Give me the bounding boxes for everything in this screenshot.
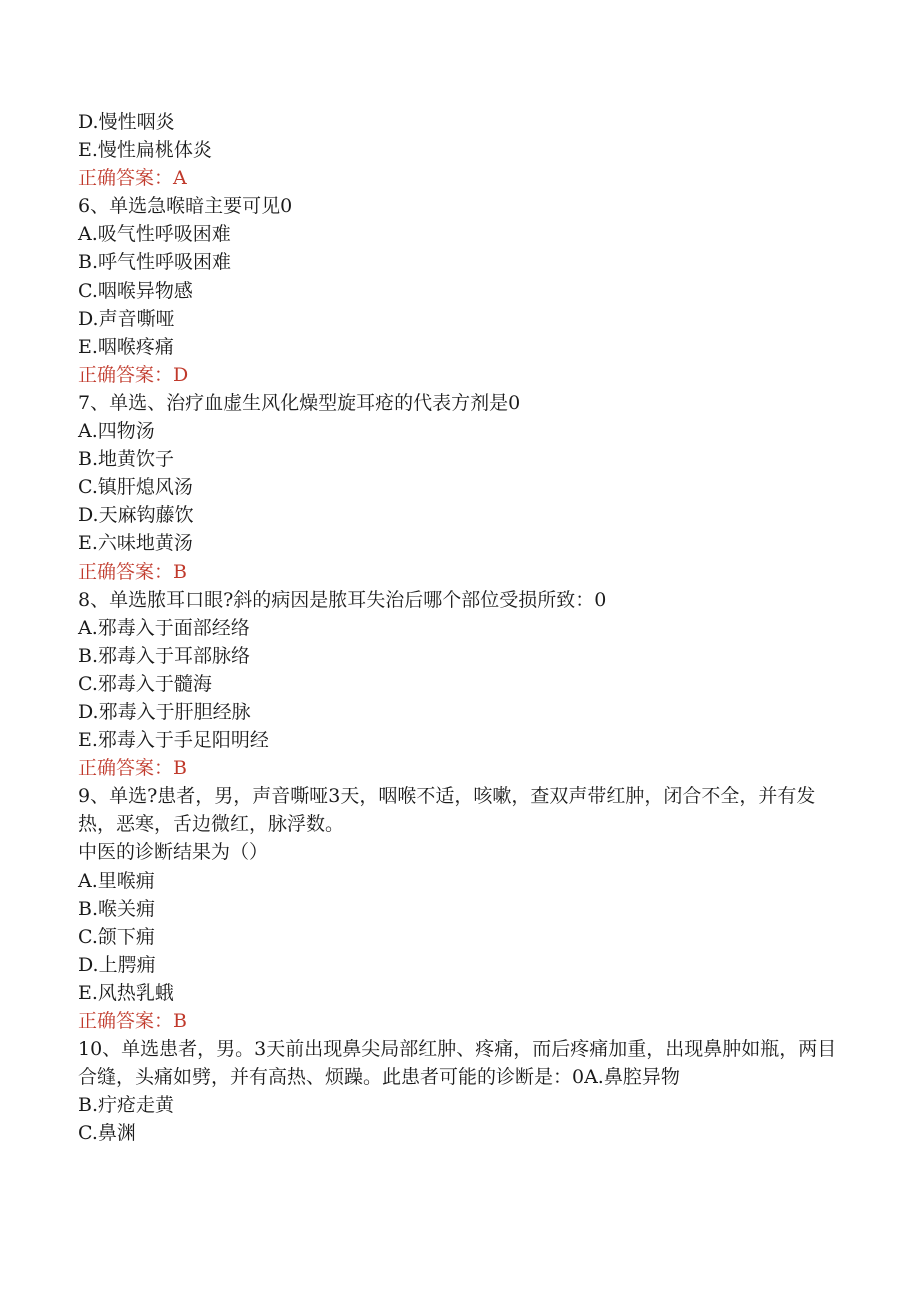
answer-line: 正确答案：D bbox=[78, 363, 189, 386]
option-line: E.邪毒入于手足阳明经 bbox=[78, 729, 269, 752]
option-line: C.颌下痈 bbox=[78, 925, 155, 948]
option-line: E.风热乳蛾 bbox=[78, 981, 174, 1004]
option-line: A.四物汤 bbox=[78, 420, 155, 443]
option-line: C.咽喉异物感 bbox=[78, 279, 193, 302]
option-line: D.天麻钩藤饮 bbox=[78, 504, 194, 527]
option-line: E.咽喉疼痛 bbox=[78, 335, 174, 358]
option-line: E.慢性扁桃体炎 bbox=[78, 139, 212, 162]
option-line: E.六味地黄汤 bbox=[78, 532, 193, 555]
question-line: 7、单选、治疗血虚生风化燥型旋耳疮的代表方剂是0 bbox=[78, 391, 521, 414]
option-line: D.慢性咽炎 bbox=[78, 111, 175, 133]
option-line: C.鼻渊 bbox=[78, 1122, 136, 1145]
option-line: D.邪毒入于肝胆经脉 bbox=[78, 700, 251, 723]
answer-line: 正确答案：B bbox=[78, 757, 187, 780]
question-line: 中医的诊断结果为（） bbox=[78, 841, 269, 864]
option-line: A.吸气性呼吸困难 bbox=[78, 223, 231, 246]
document-page bbox=[78, 108, 838, 1147]
option-line: B.喉关痈 bbox=[78, 897, 156, 920]
question-line: 10、单选患者，男。3天前出现鼻尖局部红肿、疼痛，而后疼痛加重，出现鼻肿如瓶，两目合缝，头痛如劈，并有高热、烦躁。此患者可能的诊断是：0A.鼻腔异物 bbox=[78, 1038, 837, 1089]
option-line: B.地黄饮子 bbox=[78, 448, 175, 471]
option-line: C.镇肝熄风汤 bbox=[78, 476, 193, 499]
question-line: 8、单选脓耳口眼?斜的病因是脓耳失治后哪个部位受损所致：0 bbox=[78, 588, 607, 611]
option-line: B.邪毒入于耳部脉络 bbox=[78, 644, 251, 667]
option-line: C.邪毒入于髓海 bbox=[78, 672, 212, 695]
option-line: B.疔疮走黄 bbox=[78, 1094, 175, 1117]
question-line: 9、单选?患者，男，声音嘶哑3天，咽喉不适，咳嗽，查双声带红肿，闭合不全，并有发热，恶寒，舌边微红，脉浮数。 bbox=[78, 785, 816, 836]
question-line: 6、单选急喉暗主要可见0 bbox=[78, 195, 293, 218]
answer-line: 正确答案：A bbox=[78, 167, 187, 190]
option-line: A.邪毒入于面部经络 bbox=[78, 616, 250, 639]
option-line: B.呼气性呼吸困难 bbox=[78, 251, 232, 274]
answer-line: 正确答案：B bbox=[78, 1010, 187, 1032]
option-line: A.里喉痈 bbox=[78, 869, 155, 892]
answer-line: 正确答案：B bbox=[78, 560, 187, 583]
option-line: D.上腭痈 bbox=[78, 953, 156, 976]
option-line: D.声音嘶哑 bbox=[78, 307, 175, 330]
